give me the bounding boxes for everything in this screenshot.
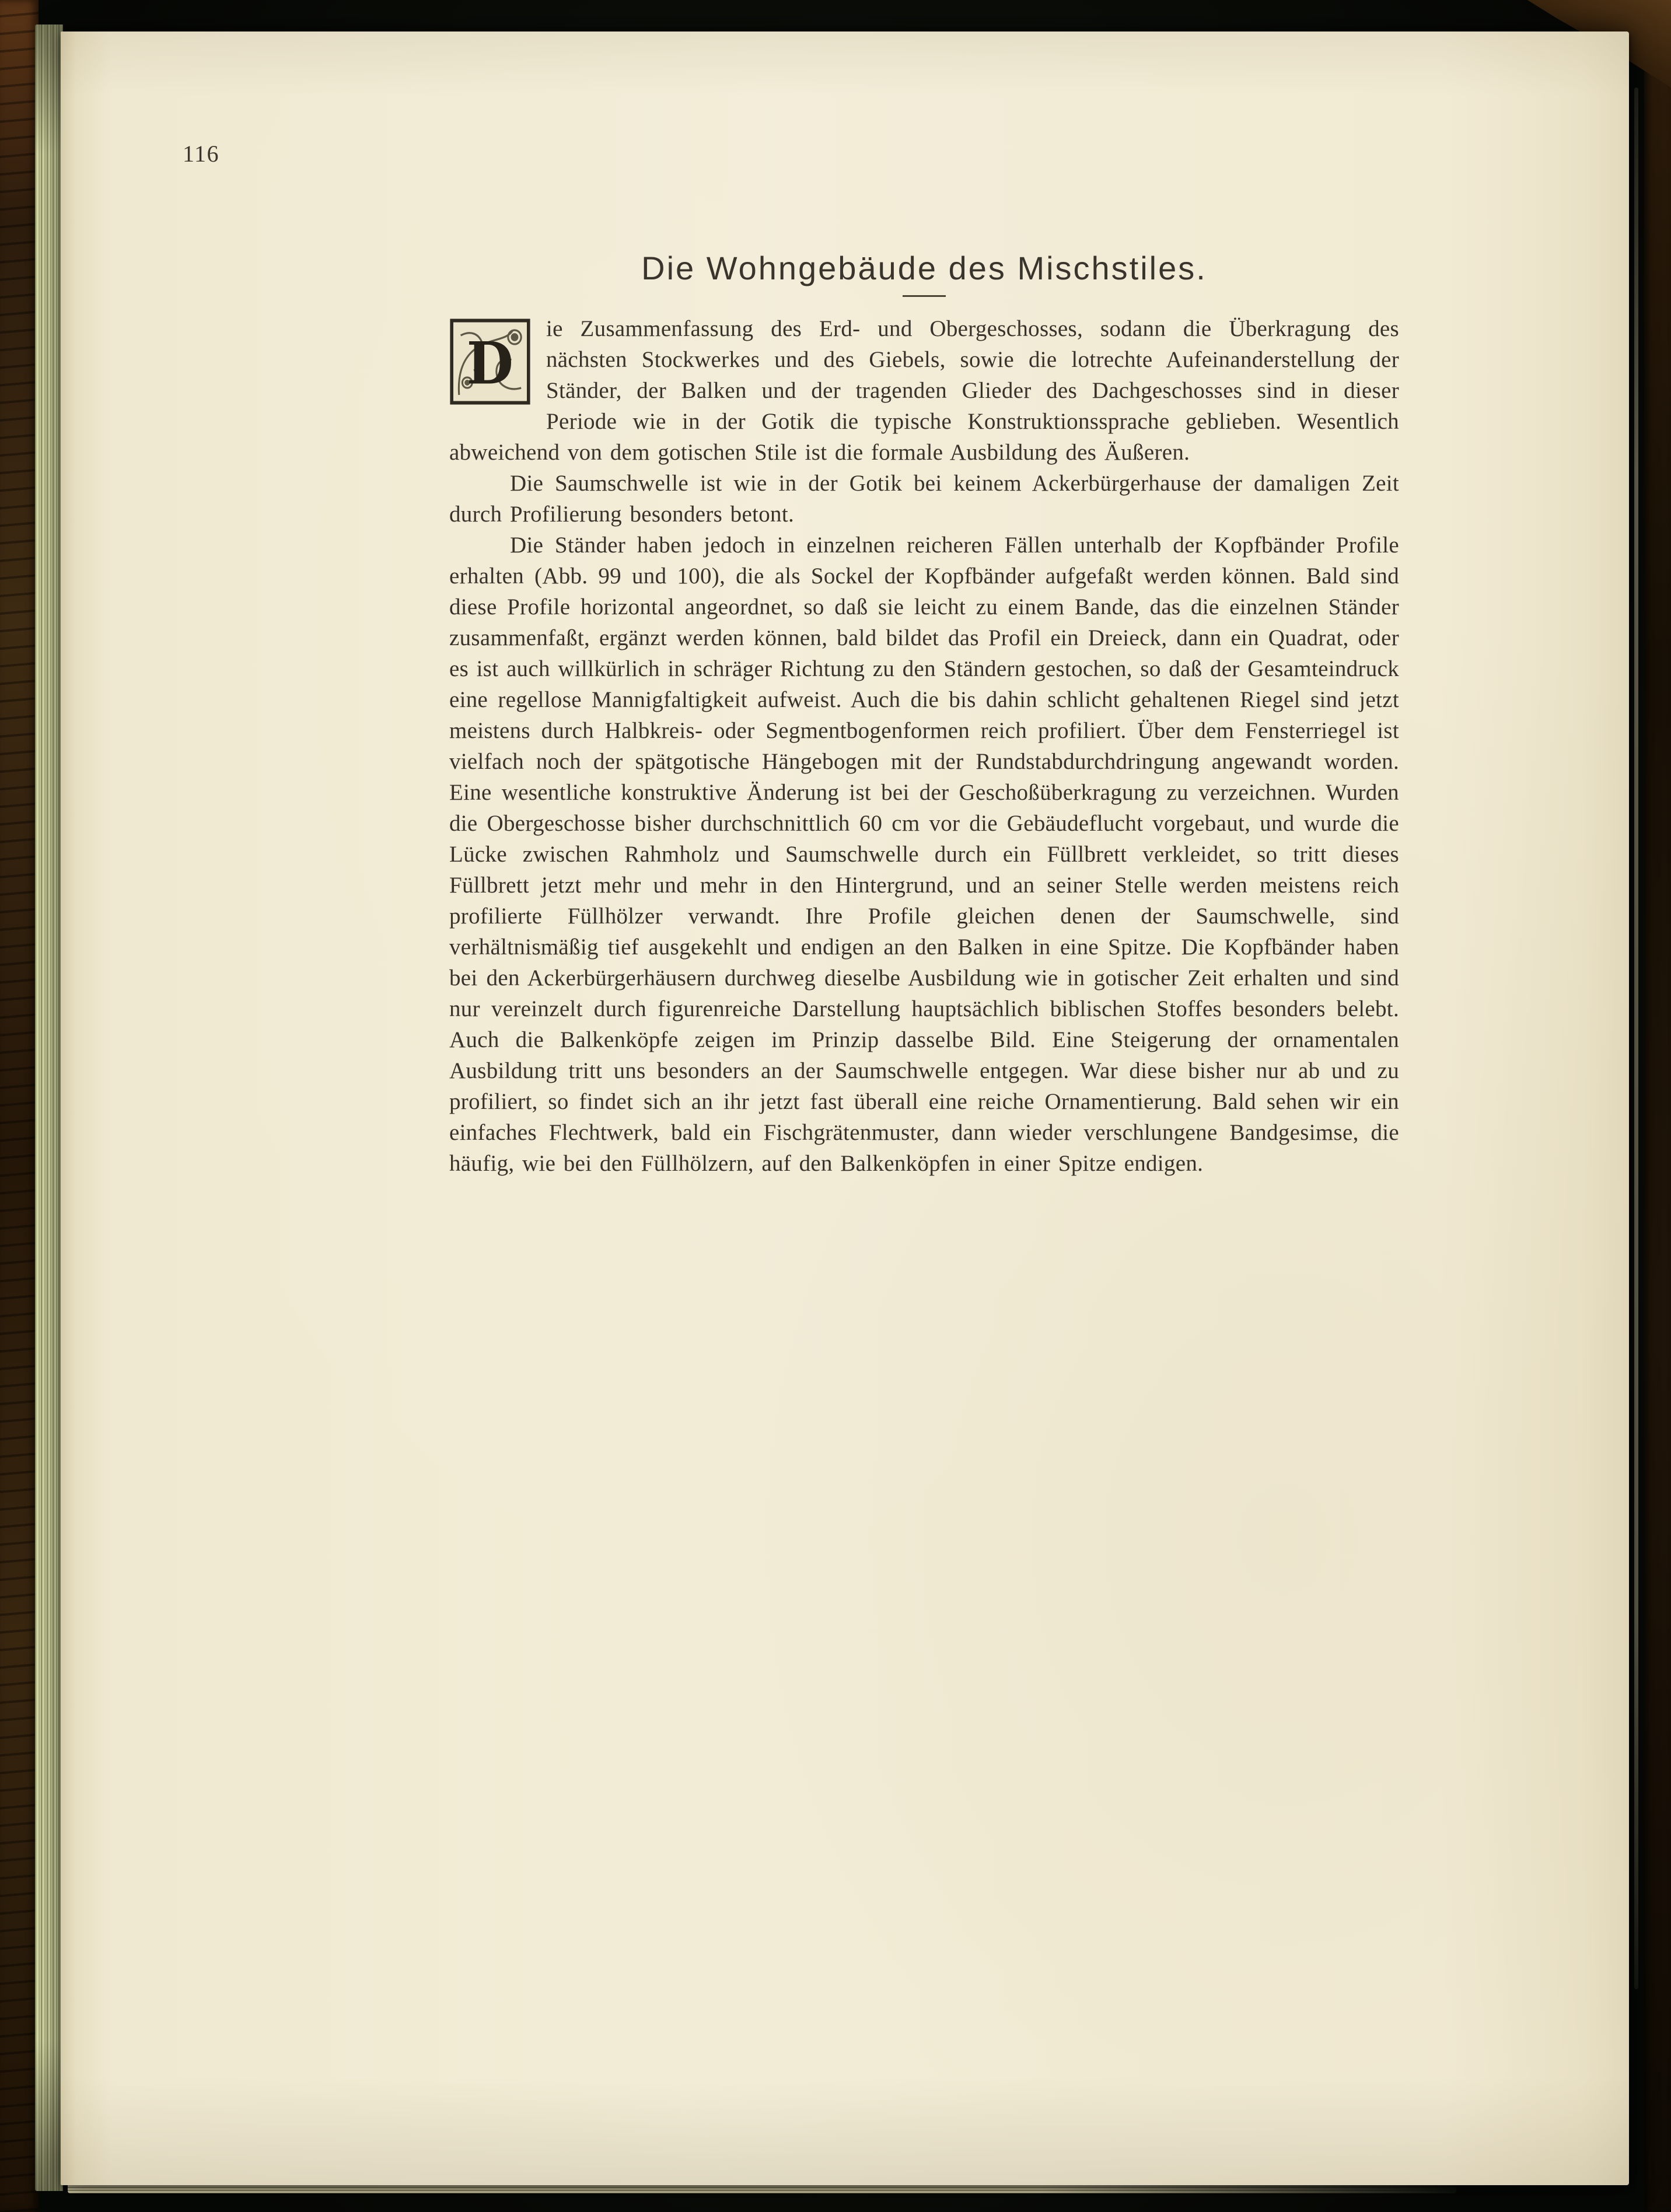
page-content — [449, 251, 1399, 1179]
page-edge-stack-left — [35, 24, 63, 2191]
body-text — [449, 313, 1399, 1179]
book-edge-right — [1644, 0, 1671, 2212]
paragraph — [449, 313, 1399, 468]
book-page — [61, 32, 1629, 2185]
paragraph-text: ie Zusammenfassung des Erd- und Obergeschosses, sodann die Überkragung des nächsten Stockwerkes und des Giebels, sowie die lotrechte Aufeinanderstellung der Ständer, der Balken und der tragenden Glieder des Dachgeschosses sind in dieser Periode wie in der Gotik die typische Konstruktionssprache geblieben. Wesentlich abweichend von dem gotischen Stile ist die formale Ausbildung des Äußeren. — [449, 316, 1399, 465]
paragraph: Die Saumschwelle ist wie in der Gotik bei keinem Ackerbürgerhause der damaligen Zeit durch Profilierung besonders betont. — [449, 471, 1399, 527]
page-number: 116 — [183, 141, 220, 167]
initial-letter: D — [466, 329, 514, 398]
chapter-heading: Die Wohngebäude des Mischstiles. — [641, 250, 1207, 286]
heading-divider — [903, 295, 946, 297]
ornamental-initial — [449, 318, 531, 405]
book-cover-left — [0, 0, 39, 2212]
paragraph: Die Ständer haben jedoch in einzelnen reicheren Fällen unterhalb der Kopfbänder Profile erhalten (Abb. 99 und 100), die als Sockel der Kopfbänder aufgefaßt werden können. Bald sind diese Profile horizontal angeordnet, so daß sie leicht zu einem Bande, das die einzelnen Ständer zusammenfaßt, ergänzt werden können, bald bildet das Profil ein Dreieck, dann ein Quadrat, oder es ist auch willkürlich in schräger Richtung zu den Ständern gestochen, so daß der Gesamteindruck eine regellose Mannigfaltigkeit aufweist. Auch die bis dahin schlicht gehaltenen Riegel sind jetzt meistens durch Halbkreis- oder Segmentbogenformen reich profiliert. Über dem Fensterriegel ist vielfach noch der spätgotische Hängebogen mit der Rundstabdurchdringung angewandt worden. Eine wesentliche konstruktive Änderung ist bei der Geschoßüberkragung zu verzeichnen. Wurden die Obergeschosse bisher durchschnittlich 60 cm vor die Gebäudeflucht vorgebaut, und wurde die Lücke zwischen Rahmholz und Saumschwelle durch ein Füllbrett verkleidet, so tritt dieses Füllbrett jetzt mehr und mehr in den Hintergrund, und an seiner Stelle werden meistens reich profilierte Füllhölzer verwandt. Ihre Profile gleichen denen der Saumschwelle, sind verhältnismäßig tief ausgekehlt und endigen an den Balken in eine Spitze. Die Kopfbänder haben bei den Ackerbürgerhäusern durchweg dieselbe Ausbildung wie in gotischer Zeit erhalten und sind nur vereinzelt durch figurenreiche Darstellung hauptsächlich biblischen Stoffes besonders belebt. Auch die Balkenköpfe zeigen im Prinzip dasselbe Bild. Eine Steigerung der ornamentalen Ausbildung tritt uns besonders an der Saumschwelle entgegen. War diese bisher nur ab und zu profiliert, so findet sich an ihr jetzt fast überall eine reiche Ornamentierung. Bald sehen wir ein einfaches Flechtwerk, bald ein Fischgrätenmuster, dann wieder verschlungene Bandgesimse, die häufig, wie bei den Füllhölzern, auf den Balkenköpfen in einer Spitze endigen. — [449, 533, 1399, 1176]
page-edge-stack-bottom — [68, 2185, 1456, 2193]
facing-page-edge — [1634, 88, 1638, 1989]
